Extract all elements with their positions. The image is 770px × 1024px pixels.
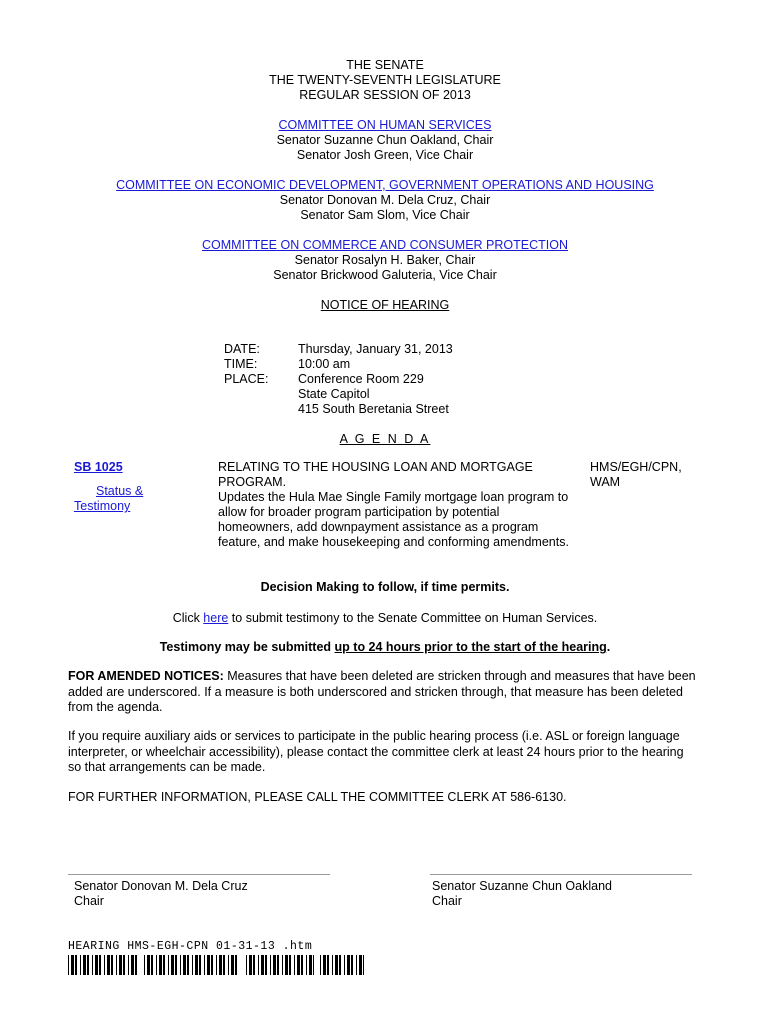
bill-desc-line-1: Updates the Hula Mae Single Family mortgage loan program to (218, 490, 569, 504)
further-info-paragraph: FOR FURTHER INFORMATION, PLEASE CALL THE COMMITTEE CLERK AT 586-6130. (68, 790, 567, 804)
amended-text: Measures that have been deleted are stricken through and measures that have been added are underscored. If a measure is both underscored and stricken through, that measure has been deleted from the agenda. (68, 669, 696, 715)
bill-desc-line-2: allow for broader program participation by potential (218, 505, 500, 519)
barcode-segment (68, 955, 138, 975)
decision-making-note: Decision Making to follow, if time permits. (260, 580, 510, 594)
signature-block-left (68, 874, 330, 909)
testimony-deadline-text: up to 24 hours prior to the start of the hearing (334, 640, 607, 654)
signature-title: Chair (74, 894, 104, 908)
barcode-image (68, 955, 364, 975)
place-label: PLACE: (224, 372, 269, 386)
time-label: TIME: (224, 357, 258, 371)
place-value-3: 415 South Beretania Street (298, 402, 449, 416)
status-link-line-1[interactable]: Status & (96, 484, 144, 498)
signature-name: Senator Suzanne Chun Oakland (432, 879, 612, 893)
agenda-title (0, 432, 770, 447)
committee-block-hms (0, 118, 770, 163)
committee-chair: Senator Donovan M. Dela Cruz, Chair (279, 193, 491, 207)
signature-title: Chair (432, 894, 462, 908)
auxiliary-aids-paragraph: If you require auxiliary aids or services to participate in the public hearing process (i.e. ASL or foreign language interpreter, or wheelchair accessibility), please contact the committee clerk at least 24 hours prior to the hearing so that arrangements can be made. (68, 729, 684, 775)
header-line-2: THE TWENTY-SEVENTH LEGISLATURE (269, 73, 501, 87)
bill-referral-line-2: WAM (590, 475, 621, 489)
header-line-1: THE SENATE (346, 58, 424, 72)
document-file-code: HEARING HMS-EGH-CPN 01-31-13 .htm (68, 940, 313, 953)
notice-title-text: NOTICE OF HEARING (320, 298, 450, 312)
click-prefix: Click (172, 611, 204, 625)
bill-description (218, 460, 578, 550)
signature-block-right (430, 874, 692, 909)
testimony-prefix: Testimony may be submitted (159, 640, 335, 654)
bill-link-sb1025[interactable]: SB 1025 (74, 460, 123, 474)
amended-label: FOR AMENDED NOTICES: (68, 669, 224, 683)
committee-link-cpn[interactable]: COMMITTEE ON COMMERCE AND CONSUMER PROTECTION (202, 238, 568, 252)
agenda-title-text: A G E N D A (339, 432, 431, 446)
barcode-segment (246, 955, 314, 975)
amended-notices-paragraph (68, 669, 698, 716)
signature-line (68, 874, 330, 875)
committee-vice-chair: Senator Sam Slom, Vice Chair (300, 208, 470, 222)
bill-referral (590, 460, 700, 490)
notice-title (0, 298, 770, 313)
senate-header (0, 58, 770, 103)
bill-referral-line-1: HMS/EGH/CPN, (590, 460, 682, 474)
committee-chair: Senator Suzanne Chun Oakland, Chair (276, 133, 494, 147)
committee-block-cpn (0, 238, 770, 283)
barcode-segment (320, 955, 364, 975)
submit-testimony-line (0, 611, 770, 626)
committee-link-egh[interactable]: COMMITTEE ON ECONOMIC DEVELOPMENT, GOVERNMENT OPERATIONS AND HOUSING (116, 178, 654, 192)
click-suffix: to submit testimony to the Senate Committee on Human Services. (228, 611, 598, 625)
committee-link-hms[interactable]: COMMITTEE ON HUMAN SERVICES (278, 118, 492, 132)
signature-name: Senator Donovan M. Dela Cruz (74, 879, 248, 893)
testimony-deadline (0, 640, 770, 655)
testimony-suffix: . (606, 640, 611, 654)
barcode-segment (144, 955, 240, 975)
bill-status-link[interactable] (74, 484, 154, 514)
committee-block-egh (0, 178, 770, 223)
committee-chair: Senator Rosalyn H. Baker, Chair (294, 253, 476, 267)
bill-desc-line-4: feature, and make housekeeping and conforming amendments. (218, 535, 569, 549)
bill-title-line-2: PROGRAM. (218, 475, 287, 489)
place-value-1: Conference Room 229 (298, 372, 424, 386)
bill-title-line-1: RELATING TO THE HOUSING LOAN AND MORTGAGE (218, 460, 533, 474)
date-value: Thursday, January 31, 2013 (298, 342, 453, 356)
time-value: 10:00 am (298, 357, 351, 371)
header-line-3: REGULAR SESSION OF 2013 (299, 88, 471, 102)
date-label: DATE: (224, 342, 260, 356)
bill-desc-line-3: homeowners, add downpayment assistance as a program (218, 520, 539, 534)
status-link-line-2[interactable]: Testimony (74, 499, 131, 513)
signature-line (430, 874, 692, 875)
committee-vice-chair: Senator Josh Green, Vice Chair (296, 148, 474, 162)
committee-vice-chair: Senator Brickwood Galuteria, Vice Chair (273, 268, 497, 282)
testimony-here-link[interactable]: here (203, 611, 229, 625)
place-value-2: State Capitol (298, 387, 370, 401)
